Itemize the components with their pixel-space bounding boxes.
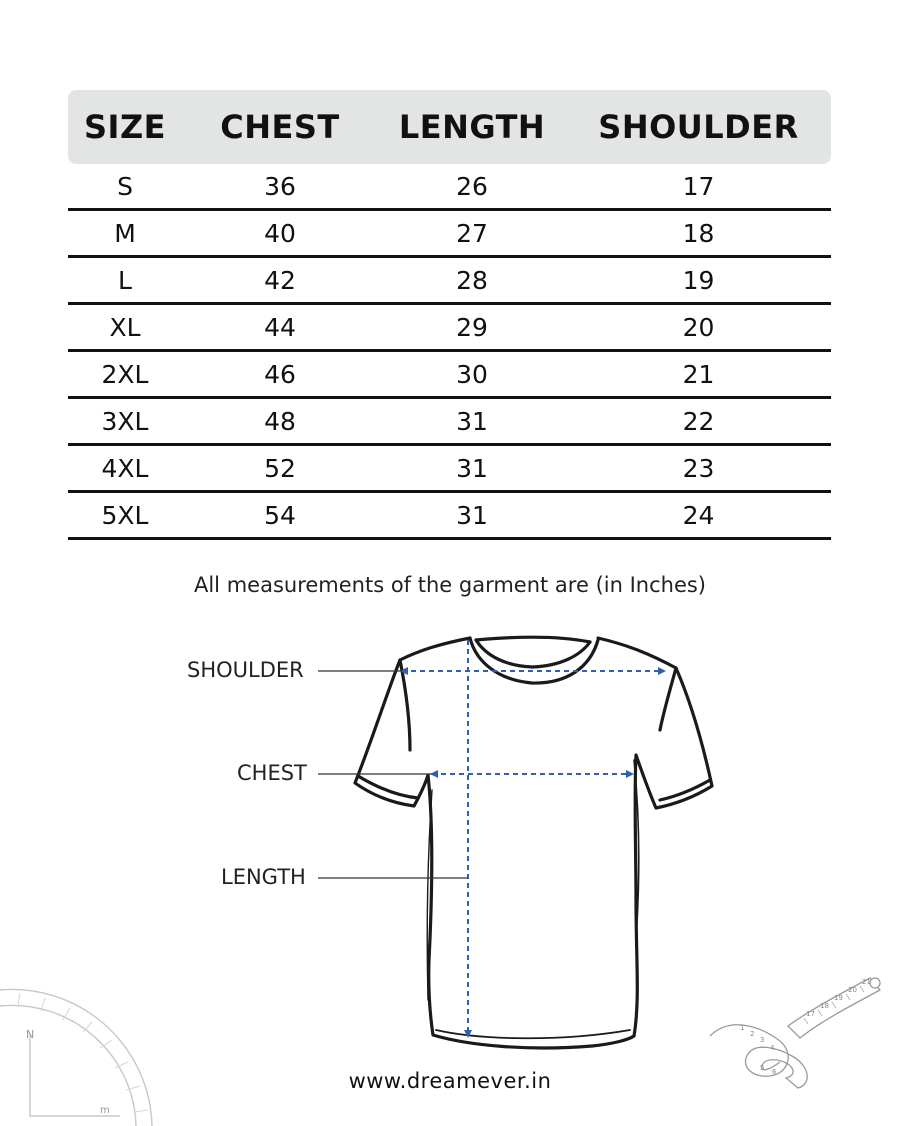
cell-shoulder: 17 [682, 171, 715, 201]
table-row [68, 305, 831, 352]
cell-length: 27 [456, 218, 488, 248]
header-size: SIZE [83, 108, 166, 146]
tape-number: 19 [834, 994, 843, 1002]
table-row [68, 164, 831, 211]
measurement-lines [402, 640, 664, 1036]
table-row [68, 446, 831, 493]
header-shoulder: SHOULDER [598, 108, 799, 146]
tshirt-outline-icon [355, 637, 712, 1048]
cell-size: 4XL [101, 453, 149, 483]
website-url: www.dreamever.in [348, 1069, 552, 1093]
cell-length: 31 [456, 406, 488, 436]
measurement-note: All measurements of the garment are (in Inches) [193, 573, 706, 597]
cell-length: 30 [456, 359, 488, 389]
cell-chest: 40 [264, 218, 296, 248]
tape-number: 18 [820, 1002, 829, 1010]
table-header [68, 90, 831, 164]
tape-number: 1 [740, 1024, 745, 1032]
cell-size: 2XL [101, 359, 149, 389]
table-row [68, 493, 831, 540]
cell-length: 26 [456, 171, 488, 201]
measurement-arrowheads [400, 667, 666, 1038]
cell-size: 3XL [101, 406, 149, 436]
cell-shoulder: 22 [682, 406, 715, 436]
cell-shoulder: 20 [682, 312, 715, 342]
compass-letter-m: m [100, 1105, 110, 1116]
cell-size: 5XL [101, 500, 149, 530]
cell-shoulder: 23 [682, 453, 715, 483]
tape-number: 21 [862, 978, 871, 986]
tape-number: 5 [760, 1064, 765, 1072]
header-length: LENGTH [398, 108, 546, 146]
cell-length: 31 [456, 500, 488, 530]
cell-shoulder: 19 [682, 265, 715, 295]
cell-size: M [114, 218, 136, 248]
chest-label: CHEST [237, 761, 307, 785]
cell-chest: 36 [264, 171, 296, 201]
header-chest: CHEST [220, 108, 340, 146]
cell-chest: 44 [264, 312, 296, 342]
cell-chest: 42 [264, 265, 296, 295]
cell-size: L [118, 265, 132, 295]
cell-shoulder: 21 [682, 359, 715, 389]
cell-length: 28 [456, 265, 488, 295]
tape-number: 20 [848, 986, 857, 994]
tape-number: 6 [772, 1068, 777, 1076]
cell-chest: 54 [264, 500, 296, 530]
tape-number: 4 [770, 1044, 775, 1052]
protractor-decoration-icon [0, 976, 160, 1126]
cell-length: 31 [456, 453, 488, 483]
cell-shoulder: 24 [682, 500, 715, 530]
cell-chest: 52 [264, 453, 296, 483]
compass-letter-n: N [26, 1028, 35, 1041]
length-label: LENGTH [221, 865, 306, 889]
table-row [68, 258, 831, 305]
size-chart-table [68, 90, 831, 540]
table-row [68, 352, 831, 399]
table-row [68, 399, 831, 446]
cell-size: XL [109, 312, 141, 342]
cell-chest: 46 [264, 359, 296, 389]
tape-number: 17 [806, 1010, 815, 1018]
tape-number: 2 [750, 1030, 755, 1038]
cell-chest: 48 [264, 406, 296, 436]
cell-length: 29 [456, 312, 488, 342]
table-row [68, 211, 831, 258]
tape-number: 3 [760, 1036, 765, 1044]
cell-shoulder: 18 [682, 218, 715, 248]
cell-size: S [117, 171, 133, 201]
shoulder-label: SHOULDER [187, 658, 304, 682]
